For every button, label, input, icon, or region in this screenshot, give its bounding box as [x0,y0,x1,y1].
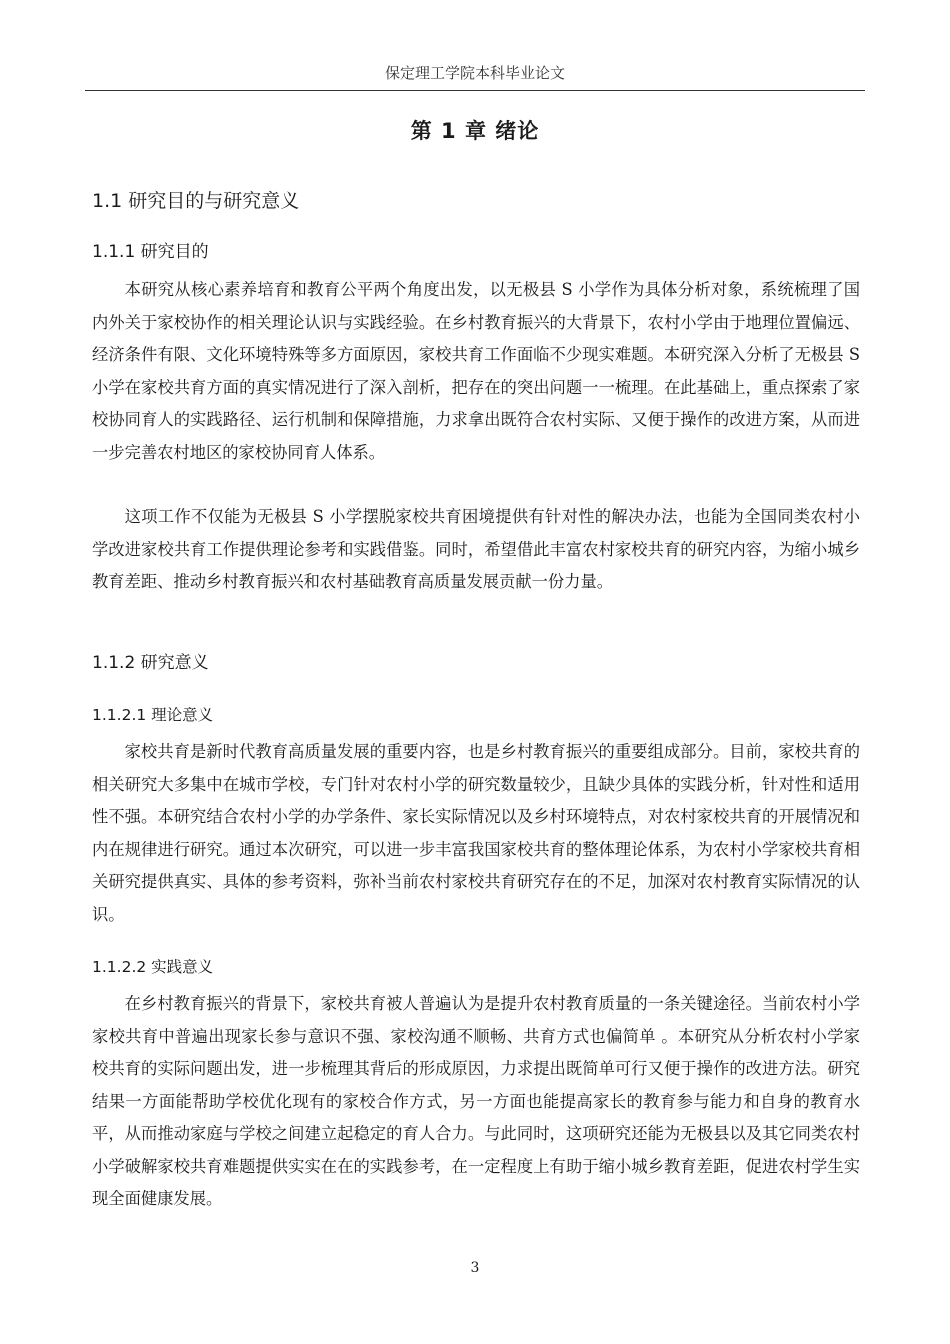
paragraph-theoretical-significance: 家校共育是新时代教育高质量发展的重要内容，也是乡村教育振兴的重要组成部分。目前，家校共育的相关研究大多集中在城市学校，专门针对农村小学的研究数量较少，且缺少具体的实践分析，针对性和适用性不强。本研究结合农村小学的办学条件、家长实际情况以及乡村环境特点，对农村家校共育的开展情况和内在规律进行研究。通过本次研究，可以进一步丰富我国家校共育的整体理论体系，为农村小学家校共育相关研究提供真实、具体的参考资料，弥补当前农村家校共育研究存在的不足，加深对农村教育实际情况的认识。 [92,742,860,924]
section-heading-1-1-2: 1.1.2 研究意义 [92,653,209,673]
page-number: 3 [470,1260,480,1276]
paragraph-practical-significance: 在乡村教育振兴的背景下，家校共育被人普遍认为是提升农村教育质量的一条关键途径。当前农村小学家校共育中普遍出现家长参与意识不强、家校沟通不顺畅、共育方式也偏简单 。本研究从分析农村小学家校共育的实际问题出发，进一步梳理其背后的形成原因，力求提出既简单可行又便于操作的改进方法。研究结果一方面能帮助学校优化现有的家校合作方式，另一方面也能提高家长的教育参与能力和自身的教育水平，从而推动家庭与学校之间建立起稳定的育人合力。与此同时，这项研究还能为无极县以及其它同类农村小学破解家校共育难题提供实实在在的实践参考，在一定程度上有助于缩小城乡教育差距，促进农村学生实现全面健康发展。 [92,994,860,1208]
header-rule [85,90,865,91]
section-heading-1-1: 1.1 研究目的与研究意义 [92,190,300,212]
chapter-title: 第 1 章 绪论 [410,119,540,143]
section-heading-1-1-1: 1.1.1 研究目的 [92,242,209,262]
section-heading-1-1-2-2: 1.1.2.2 实践意义 [92,958,214,976]
running-header: 保定理工学院本科毕业论文 [384,64,565,82]
paragraph-research-purpose-2: 这项工作不仅能为无极县 S 小学摆脱家校共育困境提供有针对性的解决办法，也能为全国同类农村小学改进家校共育工作提供理论参考和实践借鉴。同时，希望借此丰富农村家校共育的研究内容，为缩小城乡教育差距、推动乡村教育振兴和农村基础教育高质量发展贡献一份力量。 [92,507,860,591]
section-heading-1-1-2-1: 1.1.2.1 理论意义 [92,706,214,724]
paragraph-research-purpose-1: 本研究从核心素养培育和教育公平两个角度出发，以无极县 S 小学作为具体分析对象，系统梳理了国内外关于家校协作的相关理论认识与实践经验。在乡村教育振兴的大背景下，农村小学由于地理位置偏远、经济条件有限、文化环境特殊等多方面原因，家校共育工作面临不少现实难题。本研究深入分析了无极县 S 小学在家校共育方面的真实情况进行了深入剖析，把存在的突出问题一一梳理。在此基础上，重点探索了家校协同育人的实践路径、运行机制和保障措施，力求拿出既符合农村实际、又便于操作的改进方案，从而进一步完善农村地区的家校协同育人体系。 [92,280,860,462]
